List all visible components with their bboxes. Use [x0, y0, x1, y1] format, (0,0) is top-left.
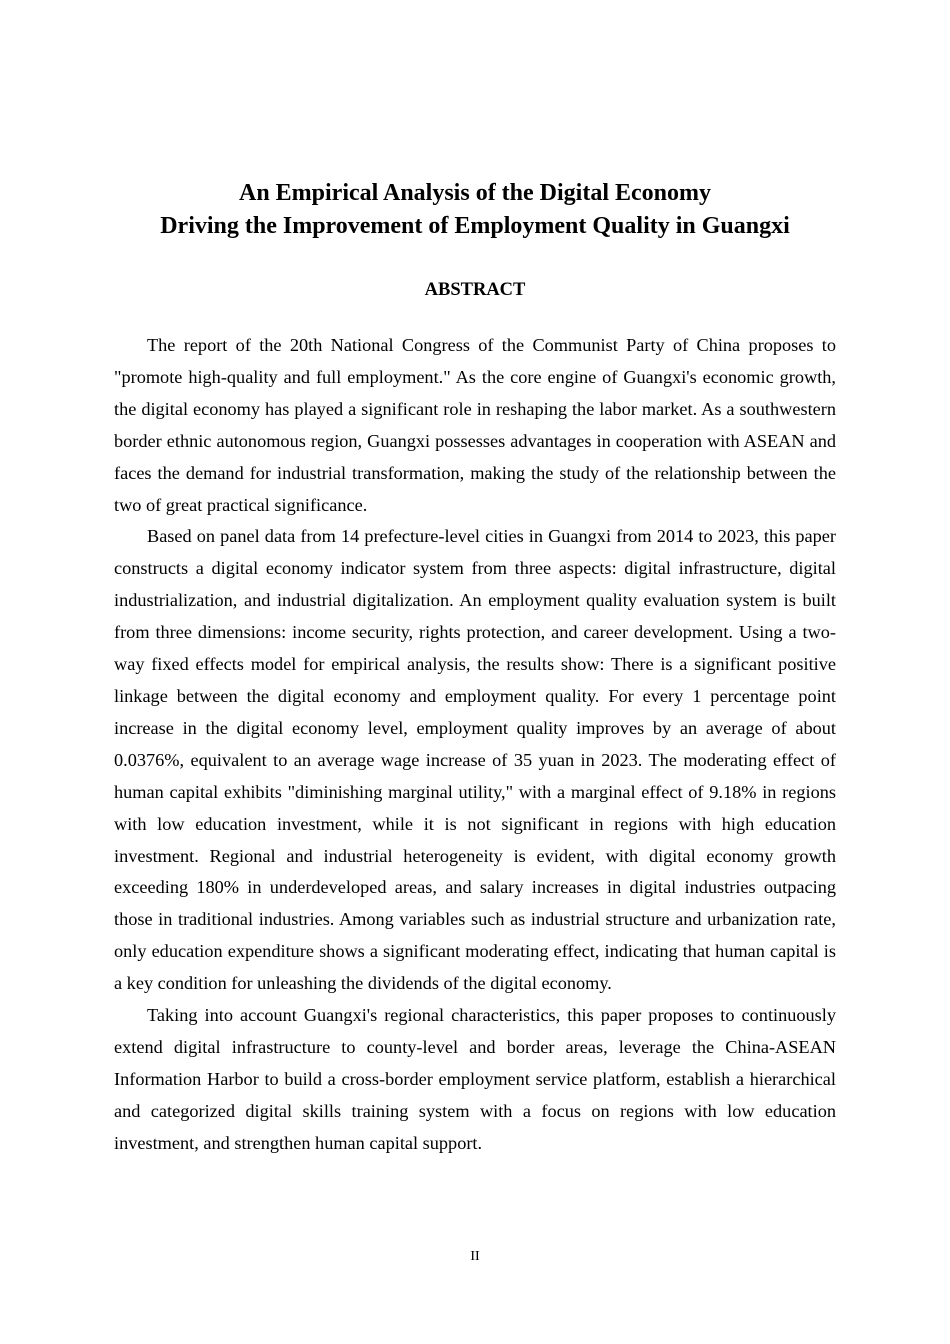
- paper-title: [0, 177, 950, 243]
- title-line-2: Driving the Improvement of Employment Quality in Guangxi: [160, 213, 790, 239]
- abstract-body: [114, 330, 836, 1160]
- page-number: II: [470, 1249, 480, 1264]
- title-line-1: An Empirical Analysis of the Digital Economy: [238, 180, 712, 206]
- abstract-paragraph-2: Based on panel data from 14 prefecture-level cities in Guangxi from 2014 to 2023, this paper constructs a digital economy indicator system from three aspects: digital infrastructure, digital industrialization, and industrial digitalization. An employment quality evaluation system is built from three dimensions: income security, rights protection, and career development. Using a two-way fixed effects model for empirical analysis, the results show: There is a significant positive linkage between the digital economy and employment quality. For every 1 percentage point increase in the digital economy level, employment quality improves by an average of about 0.0376%, equivalent to an average wage increase of 35 yuan in 2023. The moderating effect of human capital exhibits "diminishing marginal utility," with a marginal effect of 9.18% in regions with low education investment, while it is not significant in regions with high education investment. Regional and industrial heterogeneity is evident, with digital economy growth exceeding 180% in underdeveloped areas, and salary increases in digital industries outpacing those in traditional industries. Among variables such as industrial structure and urbanization rate, only education expenditure shows a significant moderating effect, indicating that human capital is a key condition for unleashing the dividends of the digital economy.: [114, 526, 836, 994]
- abstract-heading: ABSTRACT: [424, 280, 526, 300]
- abstract-paragraph-1: The report of the 20th National Congress of the Communist Party of China proposes to "promote high-quality and full employment." As the core engine of Guangxi's economic growth, the digital economy has played a significant role in reshaping the labor market. As a southwestern border ethnic autonomous region, Guangxi possesses advantages in cooperation with ASEAN and faces the demand for industrial transformation, making the study of the relationship between the two of great practical significance.: [114, 335, 836, 515]
- abstract-paragraph-3: Taking into account Guangxi's regional characteristics, this paper proposes to continuously extend digital infrastructure to county-level and border areas, leverage the China-ASEAN Information Harbor to build a cross-border employment service platform, establish a hierarchical and categorized digital skills training system with a focus on regions with low education investment, and strengthen human capital support.: [114, 1005, 836, 1153]
